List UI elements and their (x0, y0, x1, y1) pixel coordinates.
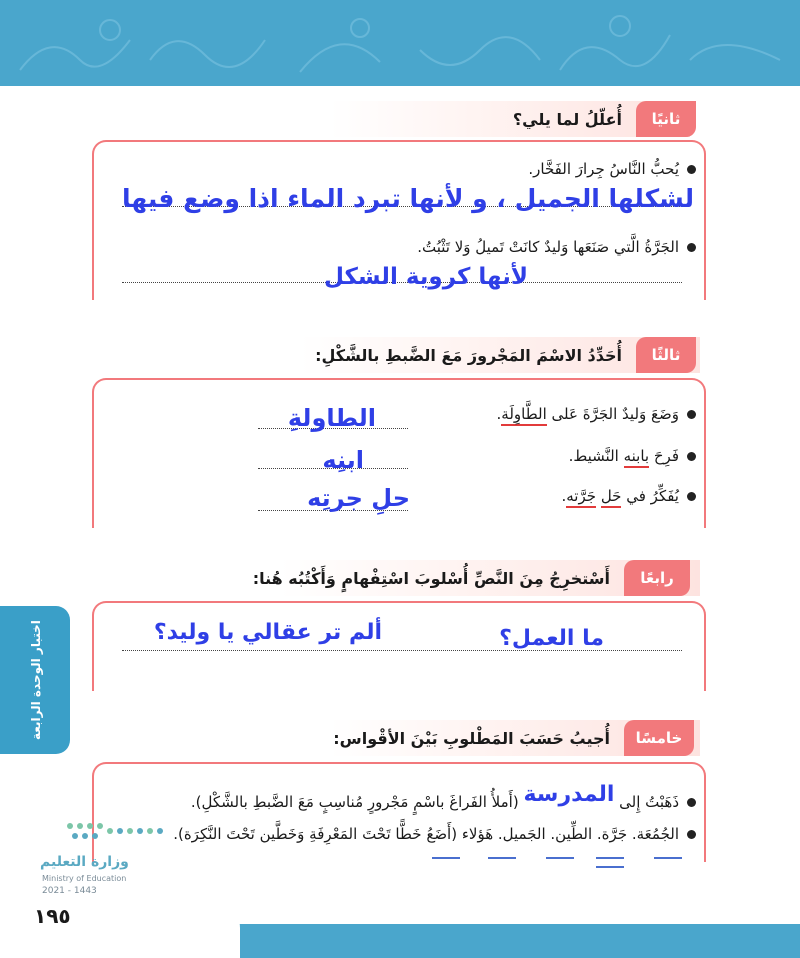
section-4-tag: رابعًا (624, 560, 690, 596)
underlined-word: جَرَّته (566, 487, 596, 508)
section-4-answer-1: ما العمل؟ (499, 626, 604, 651)
section-3-item-2: فَرِحَ بابنه النَّشيط. (569, 447, 696, 465)
section-4-frame (92, 601, 706, 691)
bullet-icon (687, 243, 696, 252)
section-2-item-2: الجَرَّةُ الَّتي صَنَعَها وَليدٌ كانَتْ تَميلُ وَلا تَثْبُتُ. (417, 238, 696, 256)
section-2-answer-1: لشكلها الجميل ، و لأنها تبرد الماء اذا وضع فيها (121, 184, 694, 213)
section-3-answer-2: ابنِه (322, 446, 364, 474)
underlined-word: بابنه (624, 447, 650, 468)
bullet-icon (687, 830, 696, 839)
section-3-answer-1: الطاولةِ (287, 404, 376, 432)
bullet-icon (687, 410, 696, 419)
bullet-icon (687, 452, 696, 461)
blank-line (596, 857, 624, 859)
header-band (0, 0, 800, 86)
bullet-icon (687, 798, 696, 807)
ministry-year: 2021 - 1443 (42, 886, 97, 896)
section-3-item-1: وَضَعَ وَليدٌ الجَرَّةَ عَلى الطَّاوِلَة. (497, 405, 696, 423)
unit-side-tab: اختبار الوحدة الرابعة (0, 606, 70, 754)
blank-line (654, 857, 682, 859)
ministry-logo-icon (60, 818, 170, 854)
bullet-icon (687, 165, 696, 174)
section-2-answer-2: لأنها كروية الشكل (324, 264, 528, 290)
blank-line (432, 857, 460, 859)
section-5-tag: خامسًا (624, 720, 694, 756)
underlined-word: حَل (601, 487, 622, 508)
section-3-item-3: يُفَكِّرُ في حَل جَرَّته. (561, 487, 696, 505)
blank-line (488, 857, 516, 859)
section-5-answer-1: المدرسة (523, 782, 615, 807)
section-3-tag: ثالثًا (636, 337, 696, 373)
section-5-title: أُجيبُ حَسَبَ المَطْلوبِ بَيْنَ الأقْواس: (333, 728, 610, 748)
blank-line (596, 866, 624, 868)
section-4-title: أَسْتخرِجُ مِنَ النَّصِّ أُسْلوبَ اسْتِفْهامٍ وَأَكْتُبُه هُنا: (252, 568, 610, 588)
section-2-tag: ثانيًا (636, 101, 696, 137)
section-2-title: أُعلّلُ لما يلي؟ (512, 109, 622, 129)
calligraphy-pattern-icon (0, 0, 800, 86)
section-5-item-2: الجُمُعَة. جَرَّة. الطِّين. الجَميل. هَؤلاء (أَضَعُ خَطًّا تَحْتَ المَعْرِفَةِ وَخَطَّين تَحْتَ النَّكِرَة). (173, 825, 696, 843)
bullet-icon (687, 492, 696, 501)
section-3-answer-3: حلِ جرتِه (307, 484, 410, 512)
ministry-name-arabic: وزارة التعليم (40, 854, 129, 870)
section-4-answer-2: ألم تر عقالي يا وليد؟ (153, 620, 382, 645)
section-3-title: أُحَدِّدُ الاسْمَ المَجْرورَ مَعَ الضَّبطِ بالشَّكْلِ: (315, 345, 622, 365)
blank-line (546, 857, 574, 859)
section-2-item-1: يُحبُّ النَّاسُ جِرارَ الفَخَّار. (528, 160, 696, 178)
section-5-item-1: ذَهَبْتُ إِلى المدرسة (أَملأُ الفَراغَ باسْمٍ مَجْرورٍ مُناسِبٍ مَعَ الضَّبطِ بالشَّكْلِ). (191, 788, 696, 813)
ministry-name-english: Ministry of Education (42, 874, 127, 883)
page-number: ١٩٥ (34, 904, 71, 928)
underlined-word: الطَّاوِلَة (501, 405, 546, 426)
